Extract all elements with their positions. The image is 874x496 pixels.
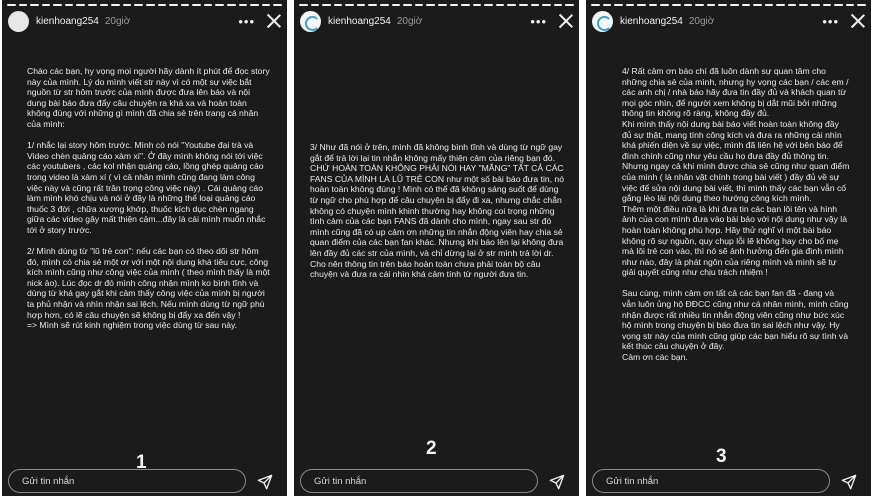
page-number: 2 (426, 438, 437, 459)
timestamp: 20giờ (688, 15, 715, 27)
story-panel-2 (294, 0, 579, 496)
message-placeholder: Gửi tin nhắn (314, 476, 367, 487)
more-options-icon[interactable]: ••• (822, 13, 839, 29)
username[interactable]: kienhoang254 (328, 15, 391, 27)
story-text: 3/ Như đã nói ở trên, mình đã không bình tĩnh và dùng từ ngữ gay gắt để trả lời lại tin nhắn không mấy thiện cảm của riêng bạn đó. CHỨ HOÀN TOÀN KHÔNG PHẢI NÓI HAY "MẮNG" TẤT CẢ CÁC FANS CỦA MÌNH LÀ LŨ TRẺ CON như một số bài báo đưa tin, nó hoàn toàn không đúng ! Mình có thể đã không sáng suốt để dùng từ ngữ cho phù hợp để câu chuyện bị đẩy đi xa, nhưng chắc chắn không có chuyện mình khinh thường hay không coi trọng những tình cảm của các bạn FANS đã dành cho mình, ngay sau str đó mình cũng đã có up cảm ơn những tin nhắn động viên hay chia sẻ quan điểm của các bạn fan khác. Nhưng khi báo lên lại không đưa lên đầy đủ các str của mình, và chỉ dừng lại ở str mình trả lời dr. Cho nên thông tin trên báo hoàn toàn chưa phải toàn bộ câu chuyện và đưa ra cái nhìn khá cảm tính từ người đưa tin. (310, 142, 564, 280)
message-placeholder: Gửi tin nhắn (22, 476, 75, 487)
username[interactable]: kienhoang254 (620, 15, 683, 27)
story-text: 4/ Rất cảm ơn báo chí đã luôn dành sự quan tâm cho những chia sẻ của mình, nhưng hy vọng các bạn / các em / các anh chị / nhà báo hãy đưa tin đầy đủ và khách quan từ mọi góc nhìn, để người xem không bị dắt mũi bởi những thông tin không rõ ràng, không đầy đủ. Khi mình thấy nội dung bài báo viết hoàn toàn không đầy đủ sự thật, mang tính công kích và đưa ra những cái nhìn khá phiến diện về sự việc, mình đã liên hệ với bên báo để đính chính cũng như yêu cầu họ đưa đầy đủ thông tin. Nhưng ngay cả khi mình được chia sẻ cũng như quan điểm của mình ( là nhân vật chính trong bài viết ) đầy đủ về sự việc để sửa nội dung bài viết, thì mình thấy các bạn vẫn cố gắng lèo lái nội dung theo hướng công kích mình. Thêm một điều nữa là khi đưa tin các bạn lôi tên và hình ảnh của con mình đưa vào bài báo với nội dung như vậy là hoàn toàn không phù hợp. Hãy thử nghĩ vì một bài báo không rõ sự nguồn, quy chụp lỗi lẽ không hay cho bố mẹ mà lôi trẻ con vào, thì nó sẽ ảnh hưởng đến gia đình mình như nào, đây là phát ngôn của riêng mình và mình sẽ tự giải quyết cũng như chịu trách nhiệm ! Sau cùng, mình cảm ơn tất cả các bạn fan đã - đang và vẫn luôn ủng hộ ĐĐCC cũng như cá nhân mình, mình cũng nhận được rất nhiều tin nhắn động viên cũng như bức xúc hộ mình trong chuyện bị báo đưa tin sai lệch như vậy. Hy vọng str này của mình cũng giúp các bạn hiểu rõ sự tình và kết thúc câu chuyện ở đây. Cảm ơn các bạn. (622, 66, 850, 363)
message-input[interactable] (300, 469, 538, 493)
send-icon[interactable] (257, 474, 273, 490)
story-progress-bar (299, 4, 574, 6)
more-options-icon[interactable]: ••• (238, 13, 255, 29)
avatar[interactable] (592, 11, 613, 32)
story-progress-bar (7, 4, 282, 6)
message-input[interactable] (8, 469, 246, 493)
close-icon[interactable] (267, 14, 281, 28)
page-number: 1 (136, 452, 147, 473)
avatar[interactable] (300, 11, 321, 32)
story-header (8, 10, 281, 32)
timestamp: 20giờ (396, 15, 423, 27)
story-header (300, 10, 573, 32)
close-icon[interactable] (851, 14, 865, 28)
timestamp: 20giờ (104, 15, 131, 27)
story-panel-1 (2, 0, 287, 496)
story-text: Chào các bạn, hy vọng mọi người hãy dành ít phút để đọc story này của mình. Lý do mình viết str này vì có một sự việc bắt nguồn từ str hôm trước của mình được đưa lên báo và nội dung bài báo đưa đẩy câu chuyện ra khá xa và hoàn toàn không đúng với những gì mình đã chia sẻ trên trang cá nhân của mình: 1/ nhắc lại story hôm trước. Mình có nói "Youtube đại trà và Video chèn quảng cáo xàm xí". Ở đây mình không nói tới việc các youtubers , các kol nhận quảng cáo, lồng ghép quảng cáo trong video là xàm xí ( vì cả nhân mình cũng đang làm công việc này và cũng rất trân trọng công việc này) . Cái quảng cáo làm mình khó chịu và nói ở đây là những thể loại quảng cáo thuốc 3 đời , chữa xương khớp, thuốc kích dục chèn ngang giữa các video gây mất thiện cảm...đây là cái mình muốn nhắc tới ở story trước. 2/ Mình dùng từ "lũ trẻ con": nếu các bạn có theo dõi str hôm đó, mình có chia sẻ một ơr với một nội dung khá tiêu cực, công kích mình cũng như công việc của mình ( theo mình thấy là một nick ảo). Lúc đọc dr đó mình công nhận mình ko bình tĩnh và dùng từ khá gay gắt khi cảm thấy công việc của mình bị người ta phủ nhận và nhìn nhận sai lệch. Nếu mình dùng từ ngữ phù hợp hơn, có lẽ câu chuyện sẽ không bị đẩy xa đến vậy ! => Mình sẽ rút kinh nghiệm trong việc dùng từ sau này. (27, 66, 270, 331)
story-header (592, 10, 865, 32)
page-number: 3 (716, 446, 727, 467)
story-progress-bar (591, 4, 866, 6)
more-options-icon[interactable]: ••• (530, 13, 547, 29)
close-icon[interactable] (559, 14, 573, 28)
username[interactable]: kienhoang254 (36, 15, 99, 27)
send-icon[interactable] (841, 474, 857, 490)
story-panel-3 (586, 0, 871, 496)
send-icon[interactable] (549, 474, 565, 490)
avatar[interactable] (8, 11, 29, 32)
message-input[interactable] (592, 469, 830, 493)
message-placeholder: Gửi tin nhắn (606, 476, 659, 487)
